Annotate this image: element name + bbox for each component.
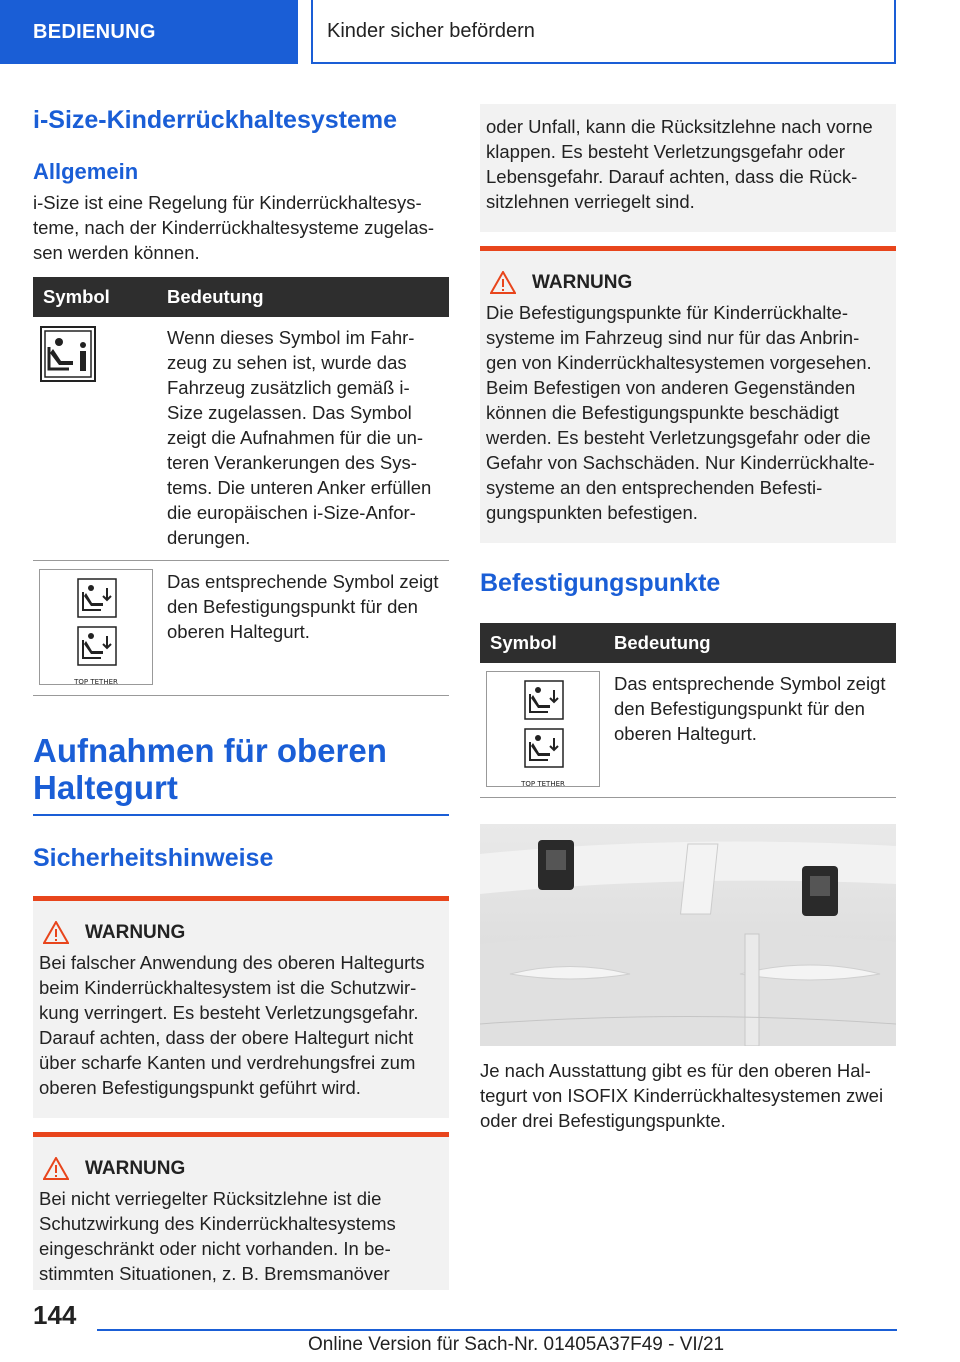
right-column — [480, 104, 896, 1133]
para-befestigung: Je nach Ausstattung gibt es für den oberen Hal-tegurt von ISOFIX Kinderrückhaltesystemen zwei oder drei Befestigungspunkte. — [480, 1060, 884, 1131]
rear-seat-anchor-photo — [480, 824, 896, 1046]
row-text: Das entsprechende Symbol zeigt den Befestigungspunkt für den oberen Haltegurt. — [604, 663, 896, 798]
chapter-title: Kinder sicher befördern — [311, 0, 896, 64]
icon-caption: TOP TETHER — [521, 780, 565, 788]
heading-allgemein: Allgemein — [33, 159, 139, 184]
top-tether-icon — [39, 569, 153, 685]
page-number: 144 — [33, 1300, 77, 1330]
heading-aufnahmen: Aufnahmen für oberen Haltegurt — [33, 732, 387, 806]
left-column — [33, 104, 449, 1290]
footer-version: Online Version für Sach-Nr. 01405A37F49 - VI/21 — [308, 1334, 725, 1355]
warning-box-3 — [480, 246, 896, 543]
top-tether-icon — [486, 671, 600, 787]
heading-isize: i-Size-Kinderrückhaltesysteme — [33, 106, 398, 134]
para-allgemein: i-Size ist eine Regelung für Kinderrückhaltesys-teme, nach der Kinderrückhaltesysteme zugelas-sen werden können. — [33, 192, 435, 263]
warning-triangle-icon — [43, 921, 69, 944]
warning-box-2-continued — [480, 104, 896, 232]
heading-befestigungspunkte: Befestigungspunkte — [480, 569, 721, 597]
table-row — [33, 561, 449, 696]
symbol-table-left — [33, 277, 449, 696]
symbol-table-right — [480, 623, 896, 798]
footer-rule — [97, 1329, 897, 1331]
heading-sicherheitshinweise: Sicherheitshinweise — [33, 844, 274, 872]
row-text: Das entsprechende Symbol zeigt den Befestigungspunkt für den oberen Haltegurt. — [157, 561, 449, 696]
col-header-symbol: Symbol — [33, 277, 157, 317]
warning-title: WARNUNG — [85, 1157, 186, 1179]
warning-title: WARNUNG — [85, 921, 186, 943]
warning-triangle-icon — [43, 1157, 69, 1180]
warning-text: oder Unfall, kann die Rücksitzlehne nach vorne klappen. Es besteht Verletzungsgefahr oder Lebensgefahr. Darauf achten, dass die Rück-sitzlehnen verriegelt sind. — [486, 116, 873, 212]
section-tab: BEDIENUNG — [0, 0, 298, 64]
warning-triangle-icon — [490, 271, 516, 294]
row-text: Wenn dieses Symbol im Fahr-zeug zu sehen ist, wurde das Fahrzeug zusätzlich gemäß i-Size zugelassen. Das Symbol zeigt die Aufnahmen für die un-teren Verankerungen des Sys-tems. Die unteren Anker erfüllen die europäischen i-Size-Anfor-derungen. — [157, 317, 449, 561]
col-header-bedeutung: Bedeutung — [604, 623, 896, 663]
warning-text: Bei falscher Anwendung des oberen Haltegurts beim Kinderrückhaltesystem ist die Schutzwir-kung verringert. Es besteht Verletzungsgefahr. Darauf achten, dass der obere Haltegurt nicht über scharfe Kanten und verdrehungsfrei zum oberen Befestigungspunkt geführt wird. — [39, 952, 425, 1098]
col-header-bedeutung: Bedeutung — [157, 277, 449, 317]
isize-seat-icon — [39, 325, 97, 383]
warning-box-2 — [33, 1132, 449, 1290]
warning-title: WARNUNG — [532, 271, 633, 293]
table-row — [480, 663, 896, 798]
icon-caption: TOP TETHER — [74, 678, 118, 686]
warning-text: Bei nicht verriegelter Rücksitzlehne ist die Schutzwirkung des Kinderrückhaltesystems eingeschränkt oder nicht vorhanden. In be-stimmten Situationen, z. B. Bremsmanöver — [39, 1188, 396, 1284]
table-row — [33, 317, 449, 561]
warning-text: Die Befestigungspunkte für Kinderrückhalte-systeme im Fahrzeug sind nur für das Anbrin-gen von Kinderrückhaltesystemen vorgesehen. Beim Befestigen von anderen Gegenständen können die Befestigungspunkte beschädigt werden. Es besteht Verletzungsgefahr oder die Gefahr von Sachschäden. Nur Kinderrückhalte-systeme an den entsprechenden Befesti-gungspunkten befestigen. — [486, 302, 875, 523]
warning-box-1 — [33, 896, 449, 1118]
col-header-symbol: Symbol — [480, 623, 604, 663]
